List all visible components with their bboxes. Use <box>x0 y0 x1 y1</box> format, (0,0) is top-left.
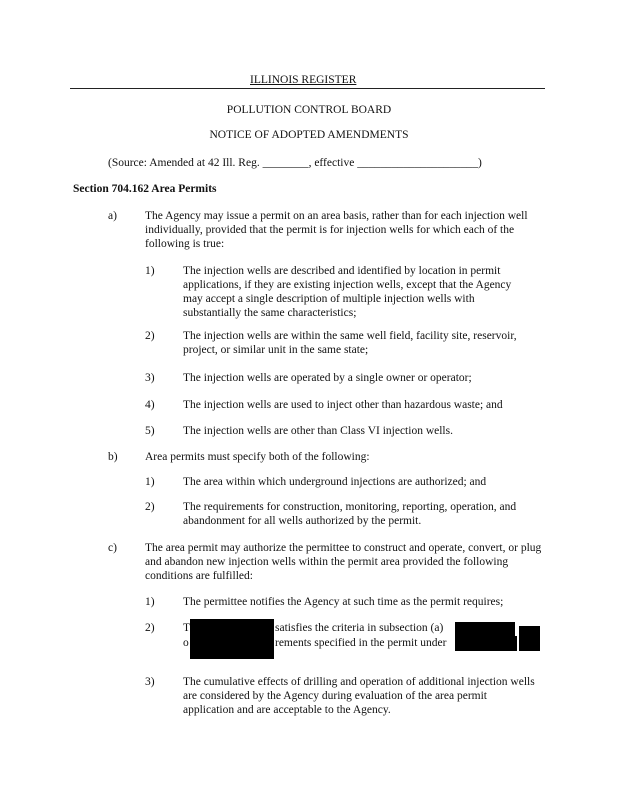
redaction-block <box>455 622 515 636</box>
header-rule <box>70 88 545 89</box>
item-a4-label: 4) <box>145 399 155 411</box>
item-c1-text: The permittee notifies the Agency at such time as the permit requires; <box>183 596 504 608</box>
item-b2-text: The requirements for construction, monitoring, reporting, operation, and abandonment for all wells authorized by the permit. <box>183 501 517 527</box>
item-a3-label: 3) <box>145 372 155 384</box>
item-c-text: The area permit may authorize the permittee to construct and operate, convert, or plug and abandon new injection wells within the permit area provided the following conditions are fulfilled: <box>145 542 542 582</box>
item-c2-line1-start: T <box>183 622 191 634</box>
item-a4-text: The injection wells are used to inject other than hazardous waste; and <box>183 399 503 411</box>
item-a1-text: The injection wells are described and identified by location in permit applications, if they are existing injection wells, except that the Agency may accept a single description of multiple injection wells with substantially the same characteristics; <box>183 265 512 319</box>
source-note: (Source: Amended at 42 Ill. Reg. ________, effective _____________________) <box>108 157 482 169</box>
item-a3-text: The injection wells are operated by a single owner or operator; <box>183 372 472 384</box>
item-c3-text: The cumulative effects of drilling and operation of additional injection wells are considered by the Agency during evaluation of the area permit application and are acceptable to the Agency. <box>183 676 535 716</box>
redaction-block <box>190 619 274 659</box>
item-b1-label: 1) <box>145 476 155 488</box>
item-a5-label: 5) <box>145 425 155 437</box>
item-a5-text: The injection wells are other than Class VI injection wells. <box>183 425 453 437</box>
item-c-label: c) <box>108 542 117 554</box>
item-b-text: Area permits must specify both of the following: <box>145 451 370 463</box>
section-heading: Section 704.162 Area Permits <box>73 183 217 195</box>
item-c2-label: 2) <box>145 622 155 634</box>
item-c3-label: 3) <box>145 676 155 688</box>
item-b-label: b) <box>108 451 118 463</box>
board-title: POLLUTION CONTROL BOARD <box>226 104 392 116</box>
redaction-block <box>455 636 517 651</box>
item-a1-label: 1) <box>145 265 155 277</box>
item-c2-line2-start: o <box>183 637 189 649</box>
item-c2-line1-text: satisfies the criteria in subsection (a) <box>275 622 444 634</box>
item-a2-text: The injection wells are within the same well field, facility site, reservoir, project, or similar unit in the same state; <box>183 330 517 356</box>
item-c1-label: 1) <box>145 596 155 608</box>
item-a2-label: 2) <box>145 330 155 342</box>
item-b2-label: 2) <box>145 501 155 513</box>
item-a-text: The Agency may issue a permit on an area basis, rather than for each injection well individually, provided that the permit is for injection wells for which each of the following is true: <box>145 210 528 250</box>
item-a-label: a) <box>108 210 117 222</box>
notice-title: NOTICE OF ADOPTED AMENDMENTS <box>209 129 409 141</box>
register-title: ILLINOIS REGISTER <box>250 74 357 86</box>
item-b1-text: The area within which underground injections are authorized; and <box>183 476 487 488</box>
item-c2-line2-text: rements specified in the permit under <box>275 637 447 649</box>
redaction-block <box>519 626 540 651</box>
